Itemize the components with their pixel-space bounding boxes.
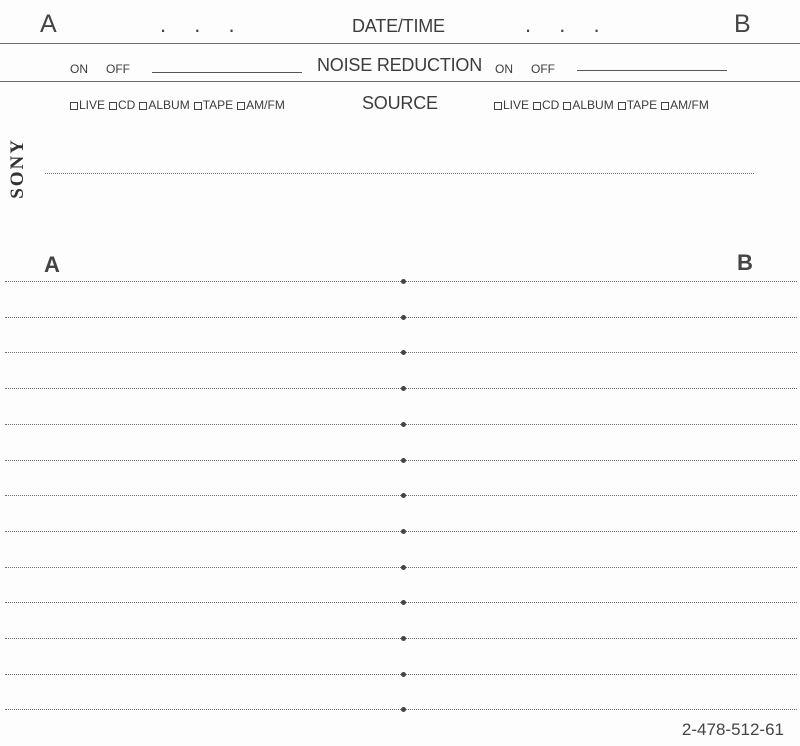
track-center-dot bbox=[401, 422, 406, 427]
checkbox-icon[interactable] bbox=[618, 102, 626, 110]
track-center-dot bbox=[401, 565, 406, 570]
track-center-dot bbox=[401, 386, 406, 391]
track-center-dot bbox=[401, 600, 406, 605]
source-option-cd-b[interactable]: CD bbox=[533, 98, 559, 112]
track-center-dot bbox=[401, 636, 406, 641]
track-center-dot bbox=[401, 493, 406, 498]
nr-right-write-line[interactable] bbox=[577, 70, 727, 71]
sony-logo: SONY bbox=[7, 138, 28, 199]
header-side-b-label: B bbox=[734, 10, 751, 38]
source-option-live-a[interactable]: LIVE bbox=[70, 98, 105, 112]
checkbox-icon[interactable] bbox=[70, 102, 78, 110]
track-center-dot bbox=[401, 458, 406, 463]
checkbox-icon[interactable] bbox=[194, 102, 202, 110]
track-center-dot bbox=[401, 707, 406, 712]
source-option-album-b[interactable]: ALBUM bbox=[563, 98, 613, 112]
checkbox-icon[interactable] bbox=[661, 102, 669, 110]
source-option-album-a[interactable]: ALBUM bbox=[139, 98, 189, 112]
track-center-dot bbox=[401, 672, 406, 677]
date-time-label: DATE/TIME bbox=[352, 16, 445, 36]
nr-left-on: ON bbox=[70, 62, 88, 76]
track-center-dot bbox=[401, 529, 406, 534]
nr-left-write-line[interactable] bbox=[152, 72, 302, 73]
nr-right-on: ON bbox=[495, 62, 513, 76]
checkbox-icon[interactable] bbox=[494, 102, 502, 110]
source-option-amfm-a[interactable]: AM/FM bbox=[237, 98, 285, 112]
checkbox-icon[interactable] bbox=[109, 102, 117, 110]
noise-reduction-label: NOISE REDUCTION bbox=[317, 55, 483, 75]
tracks-side-a-label: A bbox=[44, 252, 60, 277]
nr-left-off: OFF bbox=[106, 62, 130, 76]
source-options-side-b bbox=[494, 98, 713, 112]
header-side-a-label: A bbox=[40, 10, 57, 38]
track-center-dot bbox=[401, 279, 406, 284]
header-dots-a: . . . bbox=[160, 12, 235, 37]
track-center-dot bbox=[401, 315, 406, 320]
source-label: SOURCE bbox=[362, 93, 438, 113]
checkbox-icon[interactable] bbox=[139, 102, 147, 110]
source-option-live-b[interactable]: LIVE bbox=[494, 98, 529, 112]
catalog-number: 2-478-512-61 bbox=[681, 720, 784, 739]
source-option-amfm-b[interactable]: AM/FM bbox=[661, 98, 709, 112]
nr-right-off: OFF bbox=[531, 62, 555, 76]
divider-1 bbox=[0, 43, 800, 44]
source-option-tape-b[interactable]: TAPE bbox=[618, 98, 657, 112]
tracks-side-b-label: B bbox=[737, 250, 753, 275]
source-option-tape-a[interactable]: TAPE bbox=[194, 98, 233, 112]
title-write-line[interactable] bbox=[45, 173, 754, 174]
checkbox-icon[interactable] bbox=[563, 102, 571, 110]
divider-2 bbox=[0, 81, 800, 82]
checkbox-icon[interactable] bbox=[237, 102, 245, 110]
track-center-dot bbox=[401, 350, 406, 355]
source-options-side-a bbox=[70, 98, 289, 112]
checkbox-icon[interactable] bbox=[533, 102, 541, 110]
source-option-cd-a[interactable]: CD bbox=[109, 98, 135, 112]
header-dots-b: . . . bbox=[525, 12, 600, 37]
